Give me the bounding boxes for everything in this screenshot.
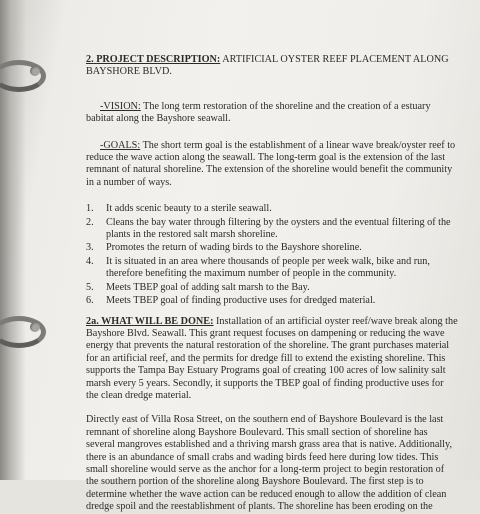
list-item: 5. Meets TBEP goal of adding salt marsh to the Bay.	[86, 281, 310, 293]
section-2a-text: Installation of an artificial oyster reef/wave break along the Bayshore Blvd. Seawall. This grant request focuses on dampening or reducing the wave energy that prevents the natural restoration of the shoreline. The grant purchases material for an artificial reef, and the permits for dredge fill to extend the existing shoreline. This supports the Tampa Bay Estuary Programs goal of creating 100 acres of low salinity salt marsh every 5 years. Secondly, it supports the TBEP goal of finding productive uses for the clean dredge material.	[86, 315, 458, 401]
section-heading-label: 2. PROJECT DESCRIPTION:	[86, 54, 221, 65]
binder-ring-bottom	[0, 316, 46, 348]
punch-hole-top	[30, 66, 40, 76]
paragraph-3: Directly east of Villa Rosa Street, on the southern end of Bayshore Boulevard is the last remnant of shoreline along Bayshore Boulevard. This small section of shoreline has several mangroves established and a thriving marsh grass area that is native. Additionally, there is an abundance of small crabs and wading birds feed here during low tides. This small shoreline would serve as the anchor for a long-term project to begin restoration of the southern portion of the shoreline along Bayshore Boulevard. The first step is to determine whether the wave action can be reduced enough to allow the addition of clean dredge spoil and the reestablishment of plants. The shoreline has been eroding on the	[86, 414, 452, 513]
binder-ring-top	[0, 60, 46, 92]
document-body	[86, 54, 458, 514]
vision-label: -VISION:	[100, 100, 141, 112]
vision-paragraph	[86, 101, 458, 126]
list-item: 2. Cleans the bay water through filtering by the oysters and the eventual filtering of the plants in the restored salt marsh shoreline.	[86, 216, 451, 241]
section-heading-text: ARTIFICIAL OYSTER REEF PLACEMENT ALONG BAYSHORE BLVD.	[86, 54, 449, 78]
list-item: 3. Promotes the return of wading birds to the Bayshore shoreline.	[86, 242, 362, 254]
section-2a-label: 2a. WHAT WILL BE DONE:	[86, 315, 214, 327]
vision-text: The long term restoration of the shoreline and the creation of a estuary babitat along the Bayshore seawall.	[86, 100, 431, 125]
goals-label: -GOALS:	[100, 139, 141, 151]
section-2a-paragraph	[86, 316, 458, 403]
list-item: 6. Meets TBEP goal of finding productive uses for dredged material.	[86, 295, 376, 307]
list-item: 1. It adds scenic beauty to a sterile seawall.	[86, 203, 272, 215]
goals-text: The short term goal is the establishment of a linear wave break/oyster reef to reduce the wave action along the seawall. The long-term goal is the extension of the last remnant of natural shoreline. The extension of the shoreline would benefit the community in a number of ways.	[86, 139, 456, 188]
section-heading	[86, 54, 458, 79]
punch-hole-bottom	[30, 322, 40, 332]
goals-paragraph	[86, 140, 458, 190]
benefits-list	[86, 203, 458, 307]
list-item: 4. It is situated in an area where thousands of people per week walk, bike and run, therefore benefiting the maximum number of people in the community.	[86, 255, 430, 280]
